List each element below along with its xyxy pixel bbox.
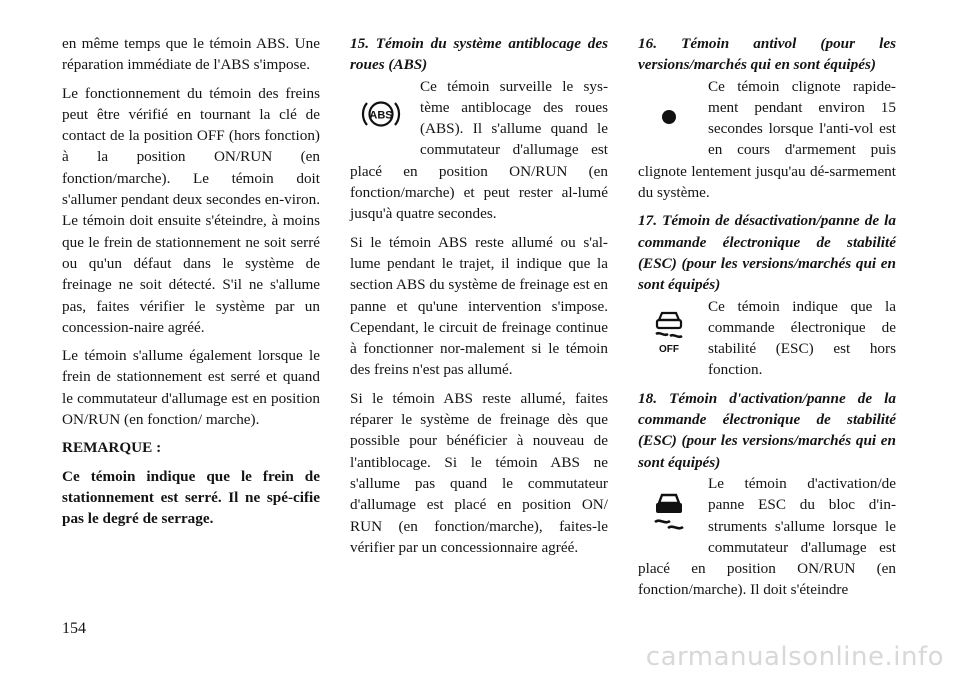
paragraph: Ce témoin surveille le sys-tème antiblocage des roues (ABS). Il s'allume quand le commutateur d'allumage est placé en position ON/RUN (en fonction/marche) et peut rester al-lumé jusqu'à quatre secondes. <box>350 77 608 223</box>
esc-activation-icon <box>644 483 694 543</box>
paragraph: Si le témoin ABS reste allumé ou s'al-lume pendant le trajet, il indique que la section ABS du système de freinage est en panne et qu'une intervention s'impose. Cependant, le circuit de freinage continue à fonctionner nor-malement si le témoin des freins n'est pas allumé. <box>350 233 608 379</box>
paragraph: Le fonctionnement du témoin des freins peut être vérifié en tournant la clé de contact de la position OFF (hors fonction) à la position ON/RUN (en fonction/marche). Le témoin doit s'allumer pendant deux secondes en-viron. Le témoin doit ensuite s'éteindre, à moins que le frein de stationnement ne soit serré ou qu'un défaut dans le système de freinage ne soit détecté. S'il ne s'allume pas, faites vérifier le système par un concession-naire agréé. <box>62 84 320 336</box>
note-label: REMARQUE : <box>62 439 162 457</box>
page-number: 154 <box>62 620 86 637</box>
section-heading-17: 17. Témoin de désactivation/panne de la commande électronique de stabilité (ESC) (pour les versions/marchés qui en sont équipés) <box>638 212 896 294</box>
abs-icon-label: ABS <box>369 109 393 122</box>
column-left <box>62 33 320 537</box>
paragraph: Le témoin d'activation/de panne ESC du bloc d'in-struments s'allume lorsque le commutateur d'allumage est placé en position ON/RUN (en fonction/marche). Il doit s'éteindre <box>638 474 896 599</box>
column-right <box>638 33 896 608</box>
paragraph: Le témoin s'allume également lorsque le frein de stationnement est serré et quand le commutateur d'allumage est en position ON/RUN (en fonction/ marche). <box>62 347 320 429</box>
note-text: Ce témoin indique que le frein de stationnement est serré. Il ne spé-cifie pas le degré de serrage. <box>62 467 320 528</box>
section-heading-15: 15. Témoin du système antiblocage des roues (ABS) <box>350 35 608 74</box>
paragraph: en même temps que le témoin ABS. Une réparation immédiate de l'ABS s'impose. <box>62 35 320 74</box>
paragraph: Si le témoin ABS reste allumé, faites réparer le système de freinage dès que possible pour bénéficier à nouveau de l'antiblocage. Si le témoin ABS ne s'allume pas quand le commutateur d'allumage est placé en position ON/ RUN (en fonction/marche), faites-le vérifier par un concessionnaire agréé. <box>350 389 608 556</box>
watermark: carmanualsonline.info <box>645 642 944 672</box>
esc-off-label: OFF <box>659 343 679 355</box>
esc-off-icon <box>644 302 694 362</box>
section-heading-18: 18. Témoin d'activation/panne de la commande électronique de stabilité (ESC) (pour les versions/marchés qui en sont équipés) <box>638 389 896 471</box>
paragraph: Ce témoin indique que la commande électronique de stabilité (ESC) est hors fonction. <box>708 297 896 379</box>
security-dot-icon <box>644 92 694 142</box>
abs-warning-icon <box>356 84 406 144</box>
section-heading-16: 16. Témoin antivol (pour les versions/marchés qui en sont équipés) <box>638 35 896 74</box>
paragraph: Ce témoin clignote rapide-ment pendant environ 15 secondes lorsque l'anti-vol est en cours d'armement puis clignote lentement jusqu'au dé-sarmement du système. <box>638 77 896 202</box>
column-middle <box>350 33 608 565</box>
